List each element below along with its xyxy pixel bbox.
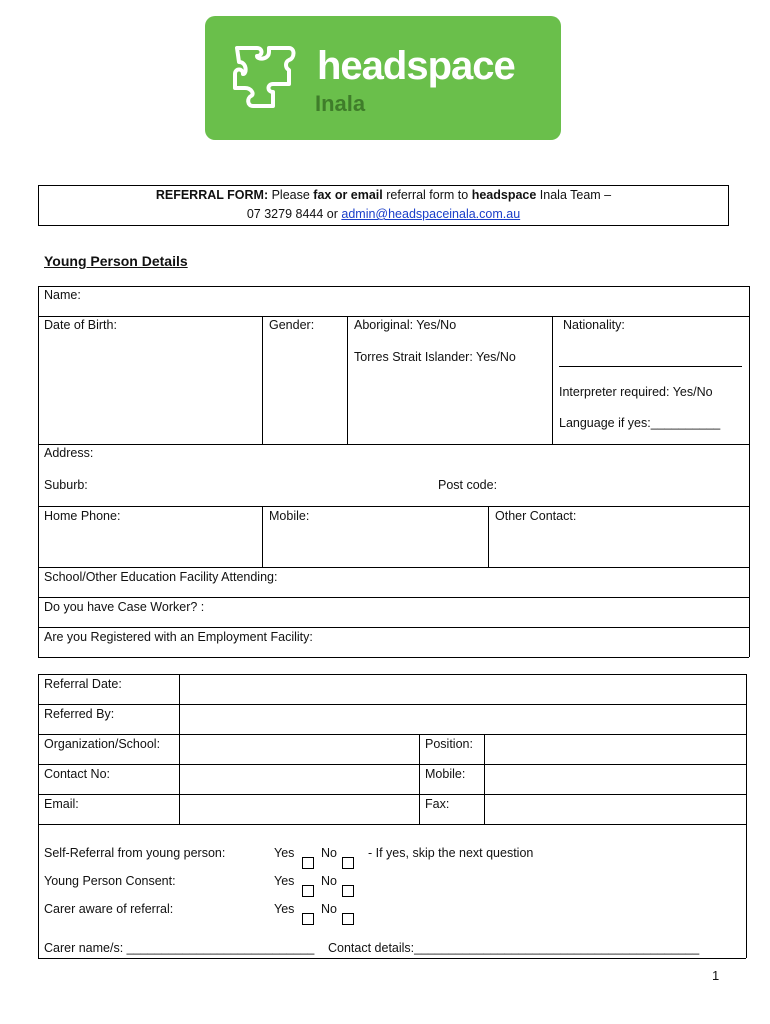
- nationality-label: Nationality:: [563, 318, 625, 332]
- banner-line-2: [39, 205, 728, 224]
- other-contact-label: Other Contact:: [495, 509, 577, 523]
- aboriginal-label: Aboriginal: Yes/No: [354, 318, 457, 332]
- email-label: Email:: [44, 797, 79, 811]
- contact-no-label: Contact No:: [44, 767, 111, 781]
- self-referral-yes: Yes: [274, 846, 295, 860]
- carer-aware-yes-checkbox[interactable]: [302, 913, 314, 925]
- organization-label: Organization/School:: [44, 737, 161, 751]
- puzzle-logo-icon: [227, 40, 307, 116]
- section-title: Young Person Details: [44, 253, 188, 269]
- headspace-logo: [205, 16, 561, 140]
- dob-label: Date of Birth:: [44, 318, 117, 332]
- home-phone-label: Home Phone:: [44, 509, 121, 523]
- consent-yes: Yes: [274, 874, 295, 888]
- self-referral-label: Self-Referral from young person:: [44, 846, 226, 860]
- contact-details-field[interactable]: Contact details:_________________________________________: [328, 941, 700, 955]
- skip-note: - If yes, skip the next question: [368, 846, 534, 860]
- carer-names-field[interactable]: Carer name/s: ___________________________: [44, 941, 315, 955]
- name-label: Name:: [44, 288, 81, 302]
- carer-aware-label: Carer aware of referral:: [44, 902, 174, 916]
- carer-aware-yes: Yes: [274, 902, 295, 916]
- consent-label: Young Person Consent:: [44, 874, 176, 888]
- page-number: 1: [712, 968, 720, 983]
- interpreter-label: Interpreter required: Yes/No: [559, 385, 713, 399]
- postcode-label: Post code:: [438, 478, 498, 492]
- torres-strait-label: Torres Strait Islander: Yes/No: [354, 350, 516, 364]
- banner-text-1: Please: [268, 188, 314, 202]
- referral-banner: [38, 185, 729, 226]
- referred-by-label: Referred By:: [44, 707, 115, 721]
- self-referral-yes-checkbox[interactable]: [302, 857, 314, 869]
- logo-location-text: Inala: [315, 91, 366, 116]
- suburb-label: Suburb:: [44, 478, 88, 492]
- self-referral-no: No: [321, 846, 337, 860]
- position-label: Position:: [425, 737, 473, 751]
- banner-lead: REFERRAL FORM:: [155, 188, 269, 202]
- self-referral-no-checkbox[interactable]: [342, 857, 354, 869]
- banner-line-1: [39, 186, 728, 205]
- language-label: Language if yes:__________: [559, 416, 721, 430]
- gender-label: Gender:: [269, 318, 315, 332]
- employment-label: Are you Registered with an Employment Facility:: [44, 630, 313, 644]
- carer-aware-no: No: [321, 902, 337, 916]
- banner-text-3: Inala Team –: [536, 188, 612, 202]
- case-worker-label: Do you have Case Worker? :: [44, 600, 205, 614]
- address-label: Address:: [44, 446, 94, 460]
- banner-phone: 07 3279 8444 or: [246, 207, 342, 221]
- consent-no-checkbox[interactable]: [342, 885, 354, 897]
- logo-brand-text: headspace: [317, 44, 515, 88]
- banner-bold-1: fax or email: [313, 188, 383, 202]
- banner-text-2: referral form to: [382, 188, 472, 202]
- consent-yes-checkbox[interactable]: [302, 885, 314, 897]
- school-label: School/Other Education Facility Attending:: [44, 570, 278, 584]
- banner-bold-2: headspace: [471, 188, 537, 202]
- referral-date-label: Referral Date:: [44, 677, 122, 691]
- carer-aware-no-checkbox[interactable]: [342, 913, 354, 925]
- consent-no: No: [321, 874, 337, 888]
- banner-email-link[interactable]: admin@headspaceinala.com.au: [341, 207, 521, 221]
- fax-label: Fax:: [425, 797, 450, 811]
- mobile-label: Mobile:: [269, 509, 310, 523]
- referral-mobile-label: Mobile:: [425, 767, 466, 781]
